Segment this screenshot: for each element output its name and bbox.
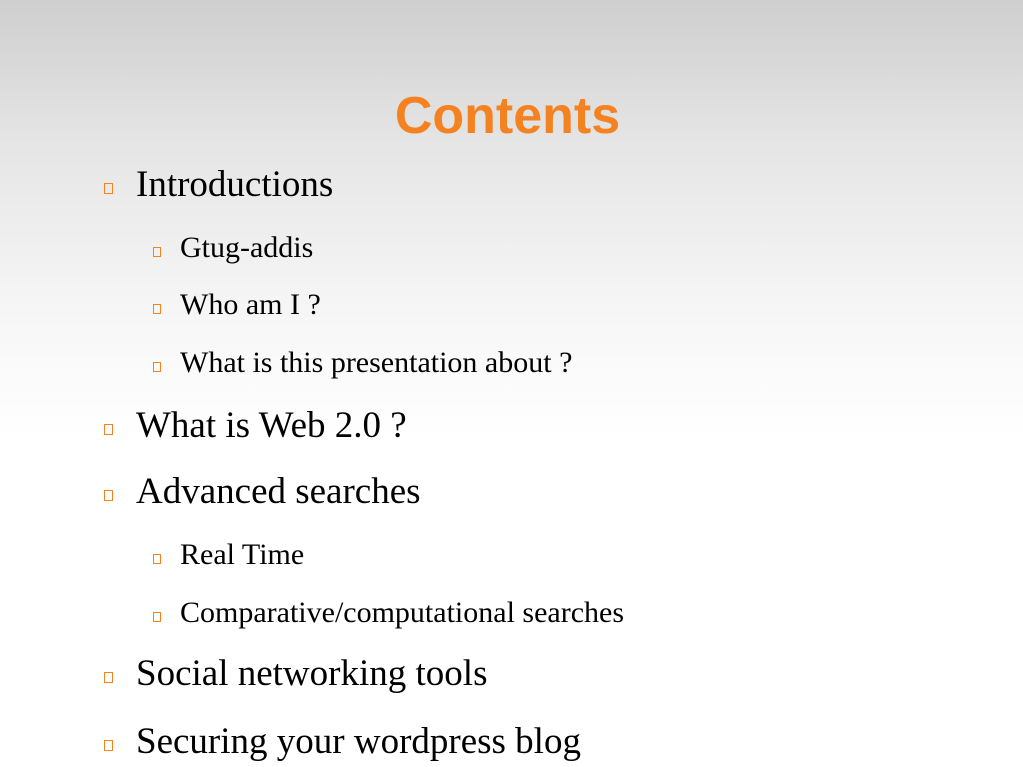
list-item-label: Real Time	[180, 538, 305, 571]
list-item-real-time	[180, 537, 304, 573]
list-item-label: Introductions	[136, 164, 334, 205]
box-bullet-icon	[153, 554, 161, 564]
list-item-label: Gtug-addis	[180, 231, 314, 264]
list-item-presentation-about	[180, 345, 572, 381]
list-item-label: What is Web 2.0 ?	[136, 405, 407, 446]
box-bullet-icon	[104, 490, 113, 501]
list-item-gtug-addis	[180, 230, 313, 266]
box-bullet-icon	[104, 424, 113, 435]
box-bullet-icon	[153, 304, 161, 314]
list-item-introductions	[136, 163, 333, 207]
list-item-who-am-i	[180, 287, 321, 323]
list-item-label: Social networking tools	[136, 653, 488, 694]
box-bullet-icon	[153, 612, 161, 622]
list-item-label: Comparative/computational searches	[180, 596, 625, 629]
list-item-label: Securing your wordpress blog	[136, 721, 581, 762]
list-item-web-2	[136, 404, 407, 448]
list-item-comparative-searches	[180, 595, 624, 631]
list-item-label: Advanced searches	[136, 471, 421, 512]
list-item-label: What is this presentation about ?	[180, 346, 573, 379]
list-item-advanced-searches	[136, 470, 421, 514]
list-item-securing-wordpress	[136, 720, 581, 764]
box-bullet-icon	[104, 672, 113, 683]
box-bullet-icon	[153, 362, 161, 372]
slide-title: Contents	[394, 87, 621, 145]
list-item-social-networking	[136, 652, 487, 696]
box-bullet-icon	[153, 247, 161, 257]
box-bullet-icon	[104, 183, 113, 194]
list-item-label: Who am I ?	[180, 288, 321, 321]
box-bullet-icon	[104, 740, 113, 751]
